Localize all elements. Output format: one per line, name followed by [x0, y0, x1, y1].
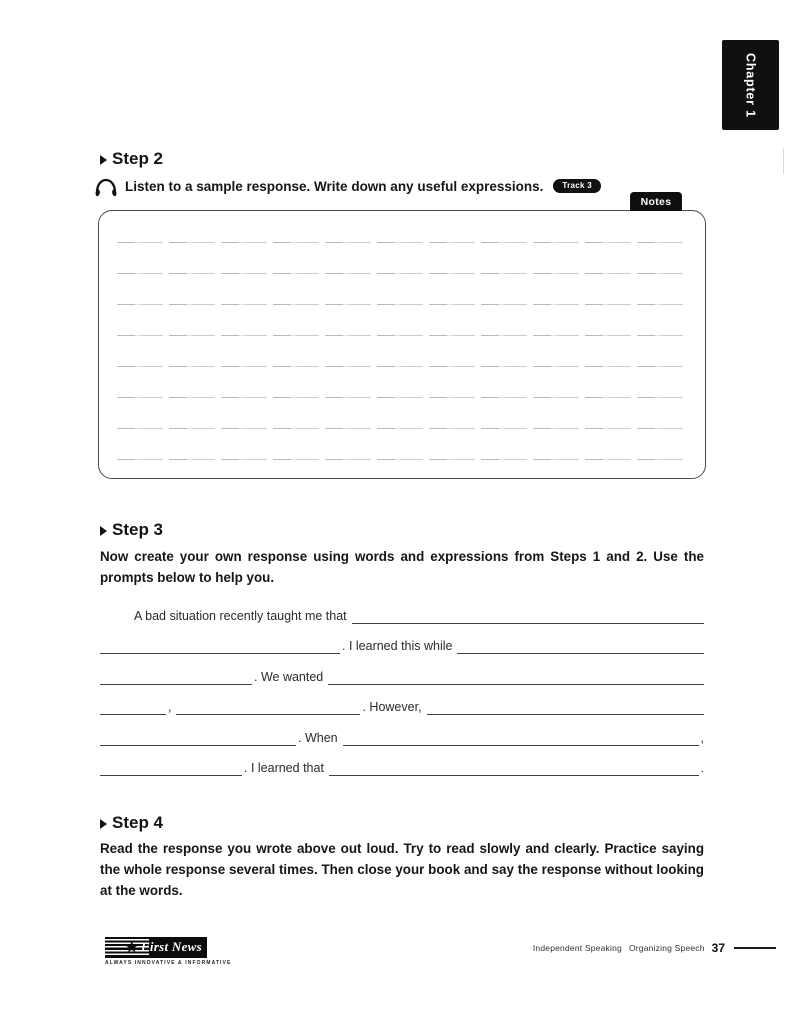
- footer-subsection: Organizing Speech: [628, 943, 705, 953]
- footer-rule: [734, 947, 776, 949]
- answer-blank[interactable]: [100, 732, 296, 746]
- logo-brand: First News: [140, 939, 202, 954]
- logo-box: [105, 937, 207, 958]
- prompt-text: ,: [700, 730, 704, 745]
- step-marker-icon: [100, 526, 107, 536]
- step2-title: Step 2: [112, 149, 164, 168]
- prompt-text: A bad situation recently taught me that: [134, 608, 347, 623]
- prompt-rows: [100, 593, 704, 776]
- scan-artifact-line: [783, 148, 784, 174]
- footer-breadcrumb: [533, 941, 776, 955]
- prompt-row: [100, 624, 704, 655]
- answer-blank[interactable]: [329, 762, 699, 776]
- prompt-row: [100, 685, 704, 716]
- step4-instruction: Read the response you wrote above out loud. Try to read slowly and clearly. Practice saying the whole response several times. Then close your book and say the response without looking at the words.: [100, 841, 704, 898]
- prompt-text: . However,: [362, 700, 422, 714]
- notes-line: [115, 305, 689, 336]
- answer-blank[interactable]: [100, 701, 166, 715]
- prompt-text: . We wanted: [254, 669, 324, 684]
- prompt-text: .: [700, 761, 704, 775]
- answer-blank[interactable]: [328, 671, 704, 685]
- step3-heading: [100, 520, 163, 540]
- notes-lines: [115, 212, 689, 460]
- step-marker-icon: [100, 819, 107, 829]
- star-icon: ★: [125, 939, 139, 956]
- notes-line: [115, 243, 689, 274]
- prompt-row: [100, 746, 704, 777]
- step4-heading: [100, 813, 163, 833]
- notes-line: [115, 398, 689, 429]
- notes-tab: [630, 192, 682, 211]
- footer-section: Independent Speaking: [532, 943, 622, 953]
- prompt-text: . I learned that: [244, 761, 324, 775]
- chapter-tab: [722, 40, 779, 130]
- step2-heading: [100, 149, 163, 169]
- prompt-text: . I learned this while: [342, 639, 453, 653]
- answer-blank[interactable]: [427, 701, 704, 715]
- prompt-row: [100, 654, 704, 685]
- answer-blank[interactable]: [100, 671, 252, 685]
- answer-blank[interactable]: [457, 640, 704, 654]
- prompt-row: [100, 593, 704, 624]
- step3-instruction: Now create your own response using words and expressions from Steps 1 and 2. Use the prompts below to help you.: [100, 549, 704, 585]
- notes-line: [115, 367, 689, 398]
- step4-title: Step 4: [112, 813, 164, 832]
- answer-blank[interactable]: [100, 762, 242, 776]
- answer-blank[interactable]: [100, 640, 340, 654]
- notes-line: [115, 429, 689, 460]
- step-marker-icon: [100, 155, 107, 165]
- notes-tab-label: Notes: [640, 195, 672, 208]
- answer-blank[interactable]: [343, 732, 699, 746]
- track-badge: Track 3: [553, 179, 601, 193]
- headphones-icon: [93, 176, 119, 198]
- page-number: 37: [711, 941, 725, 955]
- answer-blank[interactable]: [176, 701, 360, 715]
- notes-writing-area[interactable]: [98, 210, 706, 479]
- notes-line: [115, 336, 689, 367]
- logo-tagline: ALWAYS INNOVATIVE & INFORMATIVE: [105, 960, 232, 966]
- notes-line: [115, 274, 689, 305]
- prompt-text: . When: [298, 730, 338, 745]
- step2-instruction: Listen to a sample response. Write down any useful expressions.: [125, 178, 544, 194]
- notes-line: [115, 212, 689, 243]
- step3-title: Step 3: [112, 520, 164, 539]
- step2-instruction-row: [93, 174, 703, 198]
- prompt-row: [100, 715, 704, 746]
- answer-blank[interactable]: [352, 610, 704, 624]
- chapter-tab-label: Chapter 1: [743, 52, 758, 118]
- prompt-text: ,: [168, 700, 172, 714]
- first-news-logo: [105, 937, 232, 966]
